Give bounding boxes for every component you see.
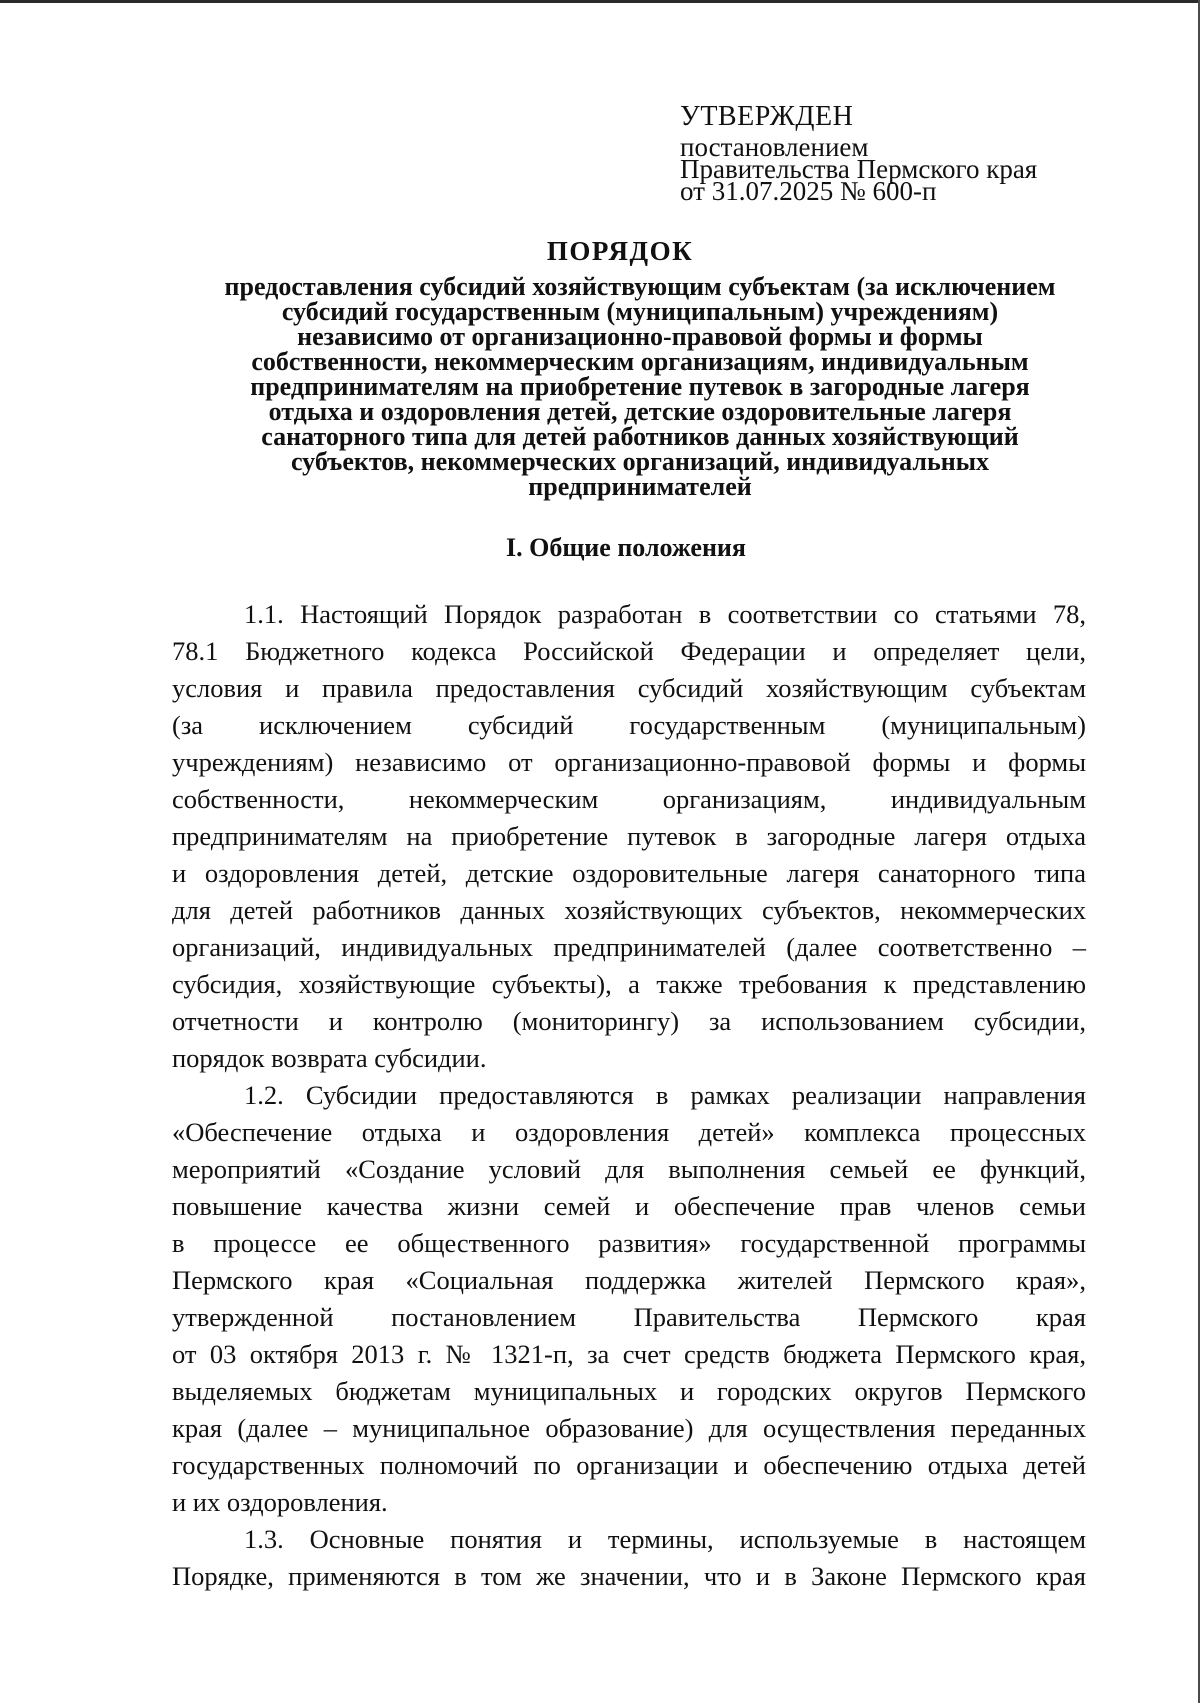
paragraph-line: организаций, индивидуальных предпринимателей (далее соответственно –: [172, 932, 1086, 962]
subtitle-line: предпринимателей: [528, 472, 752, 501]
approval-block: [680, 101, 1038, 206]
paragraph-line: Пермского края «Социальная поддержка жителей Пермского края»,: [172, 1265, 1086, 1295]
subtitle-line: субсидий государственным (муниципальным) учреждениям): [281, 297, 999, 326]
paragraph-line: предпринимателям на приобретение путевок в загородные лагеря отдыха: [172, 821, 1086, 851]
paragraph-line: утвержденной постановлением Правительства Пермского края: [172, 1302, 1086, 1332]
paragraph-line: порядок возврата субсидии.: [172, 1043, 487, 1073]
section-heading: I. Общие положения: [506, 533, 746, 562]
approval-line: от 31.07.2025 № 600-п: [680, 176, 937, 206]
paragraph-line: 78.1 Бюджетного кодекса Российской Федерации и определяет цели,: [172, 636, 1086, 666]
document-body: [172, 596, 1086, 1595]
paragraph-line: учреждениям) независимо от организационно-правовой формы и формы: [172, 747, 1086, 777]
paragraph: [172, 1077, 1086, 1521]
subtitle-line: отдыха и оздоровления детей, детские оздоровительные лагеря: [268, 397, 1012, 426]
paragraph-line: мероприятий «Создание условий для выполнения семьей ее функций,: [172, 1154, 1086, 1184]
paragraph-line: от 03 октября 2013 г. № 1321-п, за счет средств бюджета Пермского края,: [172, 1339, 1086, 1369]
paragraph: [172, 1521, 1086, 1595]
document-title: ПОРЯДОК: [546, 236, 694, 266]
subtitle-line: предпринимателям на приобретение путевок в загородные лагеря: [250, 372, 1030, 401]
paragraph-line: и их оздоровления.: [172, 1487, 388, 1517]
paragraph-line: Порядке, применяются в том же значении, что и в Законе Пермского края: [172, 1561, 1086, 1591]
approval-stamp: УТВЕРЖДЕН: [680, 101, 854, 132]
paragraph-line: отчетности и контролю (мониторингу) за использованием субсидии,: [172, 1006, 1086, 1036]
paragraph-line: 1.2. Субсидии предоставляются в рамках реализации направления: [244, 1080, 1086, 1110]
paragraph-line: государственных полномочий по организации и обеспечению отдыха детей: [172, 1450, 1086, 1480]
paragraph-line: собственности, некоммерческим организациям, индивидуальным: [172, 784, 1086, 814]
paragraph-line: (за исключением субсидий государственным (муниципальным): [172, 710, 1086, 740]
paragraph-line: повышение качества жизни семей и обеспечение прав членов семьи: [172, 1191, 1086, 1221]
paragraph-line: субсидия, хозяйствующие субъекты), а также требования к представлению: [172, 969, 1086, 999]
document-subtitle: [150, 274, 1130, 499]
approval-line: Правительства Пермского края: [680, 154, 1038, 184]
paragraph-line: и оздоровления детей, детские оздоровительные лагеря санаторного типа: [172, 858, 1086, 888]
paragraph-line: 1.1. Настоящий Порядок разработан в соответствии со статьями 78,: [244, 599, 1086, 629]
subtitle-line: предоставления субсидий хозяйствующим субъектам (за исключением: [224, 272, 1056, 301]
scan-edge-top: [0, 0, 1200, 3]
subtitle-line: субъектов, некоммерческих организаций, индивидуальных: [290, 447, 990, 476]
paragraph-line: для детей работников данных хозяйствующих субъектов, некоммерческих: [172, 895, 1086, 925]
paragraph-line: в процессе ее общественного развития» государственной программы: [172, 1228, 1086, 1258]
approval-line: постановлением: [680, 132, 869, 162]
subtitle-line: санаторного типа для детей работников данных хозяйствующий: [261, 422, 1019, 451]
paragraph-line: условия и правила предоставления субсидий хозяйствующим субъектам: [172, 673, 1086, 703]
subtitle-line: независимо от организационно-правовой формы и формы: [297, 322, 983, 351]
paragraph: [172, 596, 1086, 1077]
paragraph-line: 1.3. Основные понятия и термины, используемые в настоящем: [244, 1524, 1086, 1554]
paragraph-line: выделяемых бюджетам муниципальных и городских округов Пермского: [172, 1376, 1086, 1406]
subtitle-line: собственности, некоммерческим организациям, индивидуальным: [251, 347, 1029, 376]
paragraph-line: «Обеспечение отдыха и оздоровления детей» комплекса процессных: [172, 1117, 1086, 1147]
paragraph-line: края (далее – муниципальное образование) для осуществления переданных: [172, 1413, 1086, 1443]
